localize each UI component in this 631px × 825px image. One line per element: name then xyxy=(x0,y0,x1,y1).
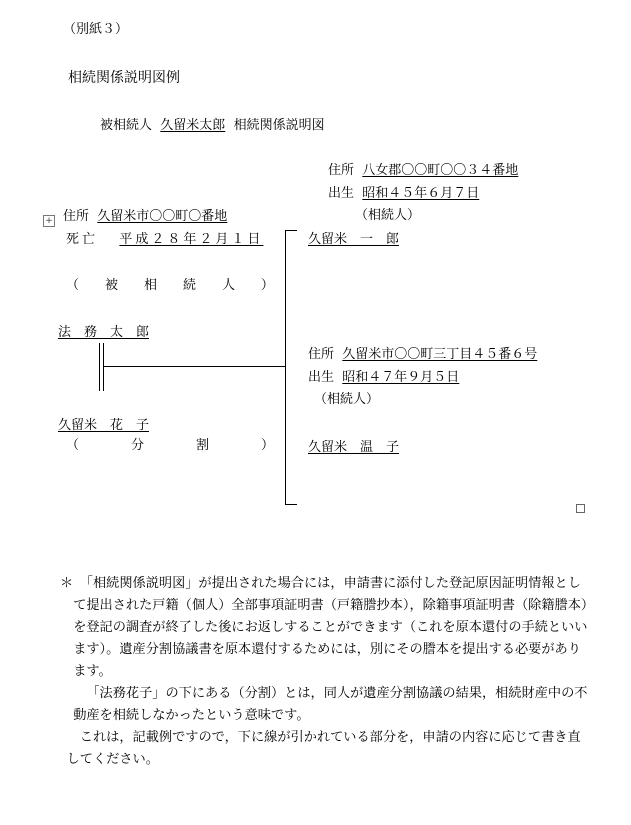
notes-section xyxy=(60,573,590,771)
spouse-role-char: （ xyxy=(66,438,80,453)
note-paragraph: これは，記載例ですので，下に線が引かれている部分を，申請の内容に応じて書き直してください。 xyxy=(66,730,581,767)
spouse-role-char: 割 xyxy=(195,438,209,453)
diagram-subtitle xyxy=(100,118,325,134)
heir2-birth-label: 出生 xyxy=(308,370,335,385)
subtitle-suffix: 相続関係説明図 xyxy=(233,118,325,133)
anchor-icon: + xyxy=(43,215,55,227)
children-bracket-top xyxy=(285,230,297,231)
spouse-role-char: ） xyxy=(260,438,274,453)
heir1-role: （相続人） xyxy=(355,208,421,223)
decedent-role-char: 続 xyxy=(182,278,196,293)
spouse-role xyxy=(66,438,274,454)
end-of-paragraph-mark xyxy=(576,504,585,513)
marriage-line-right xyxy=(103,343,104,391)
heir2-name: 久留米 温 子 xyxy=(308,440,400,455)
spouse-role-char: 分 xyxy=(130,438,144,453)
decedent-role-char: （ xyxy=(66,278,80,293)
heir1-birth-value: 昭和４５年６月７日 xyxy=(362,186,480,201)
decedent-role-char: 被 xyxy=(104,278,118,293)
heir1-address xyxy=(328,163,518,179)
heir2-role: （相続人） xyxy=(314,392,380,407)
decedent-death-value: 平成２８年２月１日 xyxy=(119,232,264,247)
marriage-line-left xyxy=(99,343,100,391)
heir1-birth-label: 出生 xyxy=(328,186,355,201)
decedent-role-char: 相 xyxy=(143,278,157,293)
note-paragraph: 「法務花子」の下にある（分割）とは，同人が遺産分割協議の結果，相続財産中の不動産を相続しなかったという意味です。 xyxy=(73,686,588,723)
children-bracket-vertical xyxy=(285,230,286,505)
decedent-death-label: 死亡 xyxy=(66,232,99,247)
heir2-birth xyxy=(308,370,459,386)
page-title: 相続関係説明図例 xyxy=(68,70,180,86)
heir2-address xyxy=(308,347,537,363)
heir1-name: 久留米 一 郎 xyxy=(308,232,400,247)
heir1-birth xyxy=(328,186,479,202)
decedent-role-char: 人 xyxy=(221,278,235,293)
heir1-address-value: 八女郡〇〇町〇〇３４番地 xyxy=(362,163,519,178)
subtitle-decedent-name: 久留米太郎 xyxy=(160,118,226,133)
heir2-address-label: 住所 xyxy=(308,347,335,362)
decedent-role-char: ） xyxy=(260,278,274,293)
attachment-label: （別紙３） xyxy=(63,22,129,37)
decedent-address-value: 久留米市〇〇町〇番地 xyxy=(97,209,228,224)
decedent-name: 法 務 太 郎 xyxy=(58,325,150,340)
note-paragraph: ＊ 「相続関係説明図」が提出された場合には，申請書に添付した登記原因証明情報として提出された戸籍（個人）全部事項証明書（戸籍謄抄本），除籍事項証明書（除籍謄本）を登記の調査が終了した後にお返しすることができます（これを原本還付の手続といいます）。遺産分割協議書を原本還付するためには，別にその謄本を提出する必要があります。 xyxy=(60,576,588,679)
children-connector-line xyxy=(104,366,285,367)
children-bracket-bottom xyxy=(285,504,297,505)
decedent-address-label: 住所 xyxy=(63,209,90,224)
heir1-address-label: 住所 xyxy=(328,163,355,178)
heir2-birth-value: 昭和４７年９月５日 xyxy=(342,370,460,385)
decedent-role xyxy=(66,278,274,294)
spouse-name: 久留米 花 子 xyxy=(58,418,150,433)
subtitle-prefix: 被相続人 xyxy=(100,118,153,133)
heir2-address-value: 久留米市〇〇町三丁目４５番６号 xyxy=(342,347,538,362)
decedent-death xyxy=(66,232,263,248)
decedent-address xyxy=(63,209,227,225)
